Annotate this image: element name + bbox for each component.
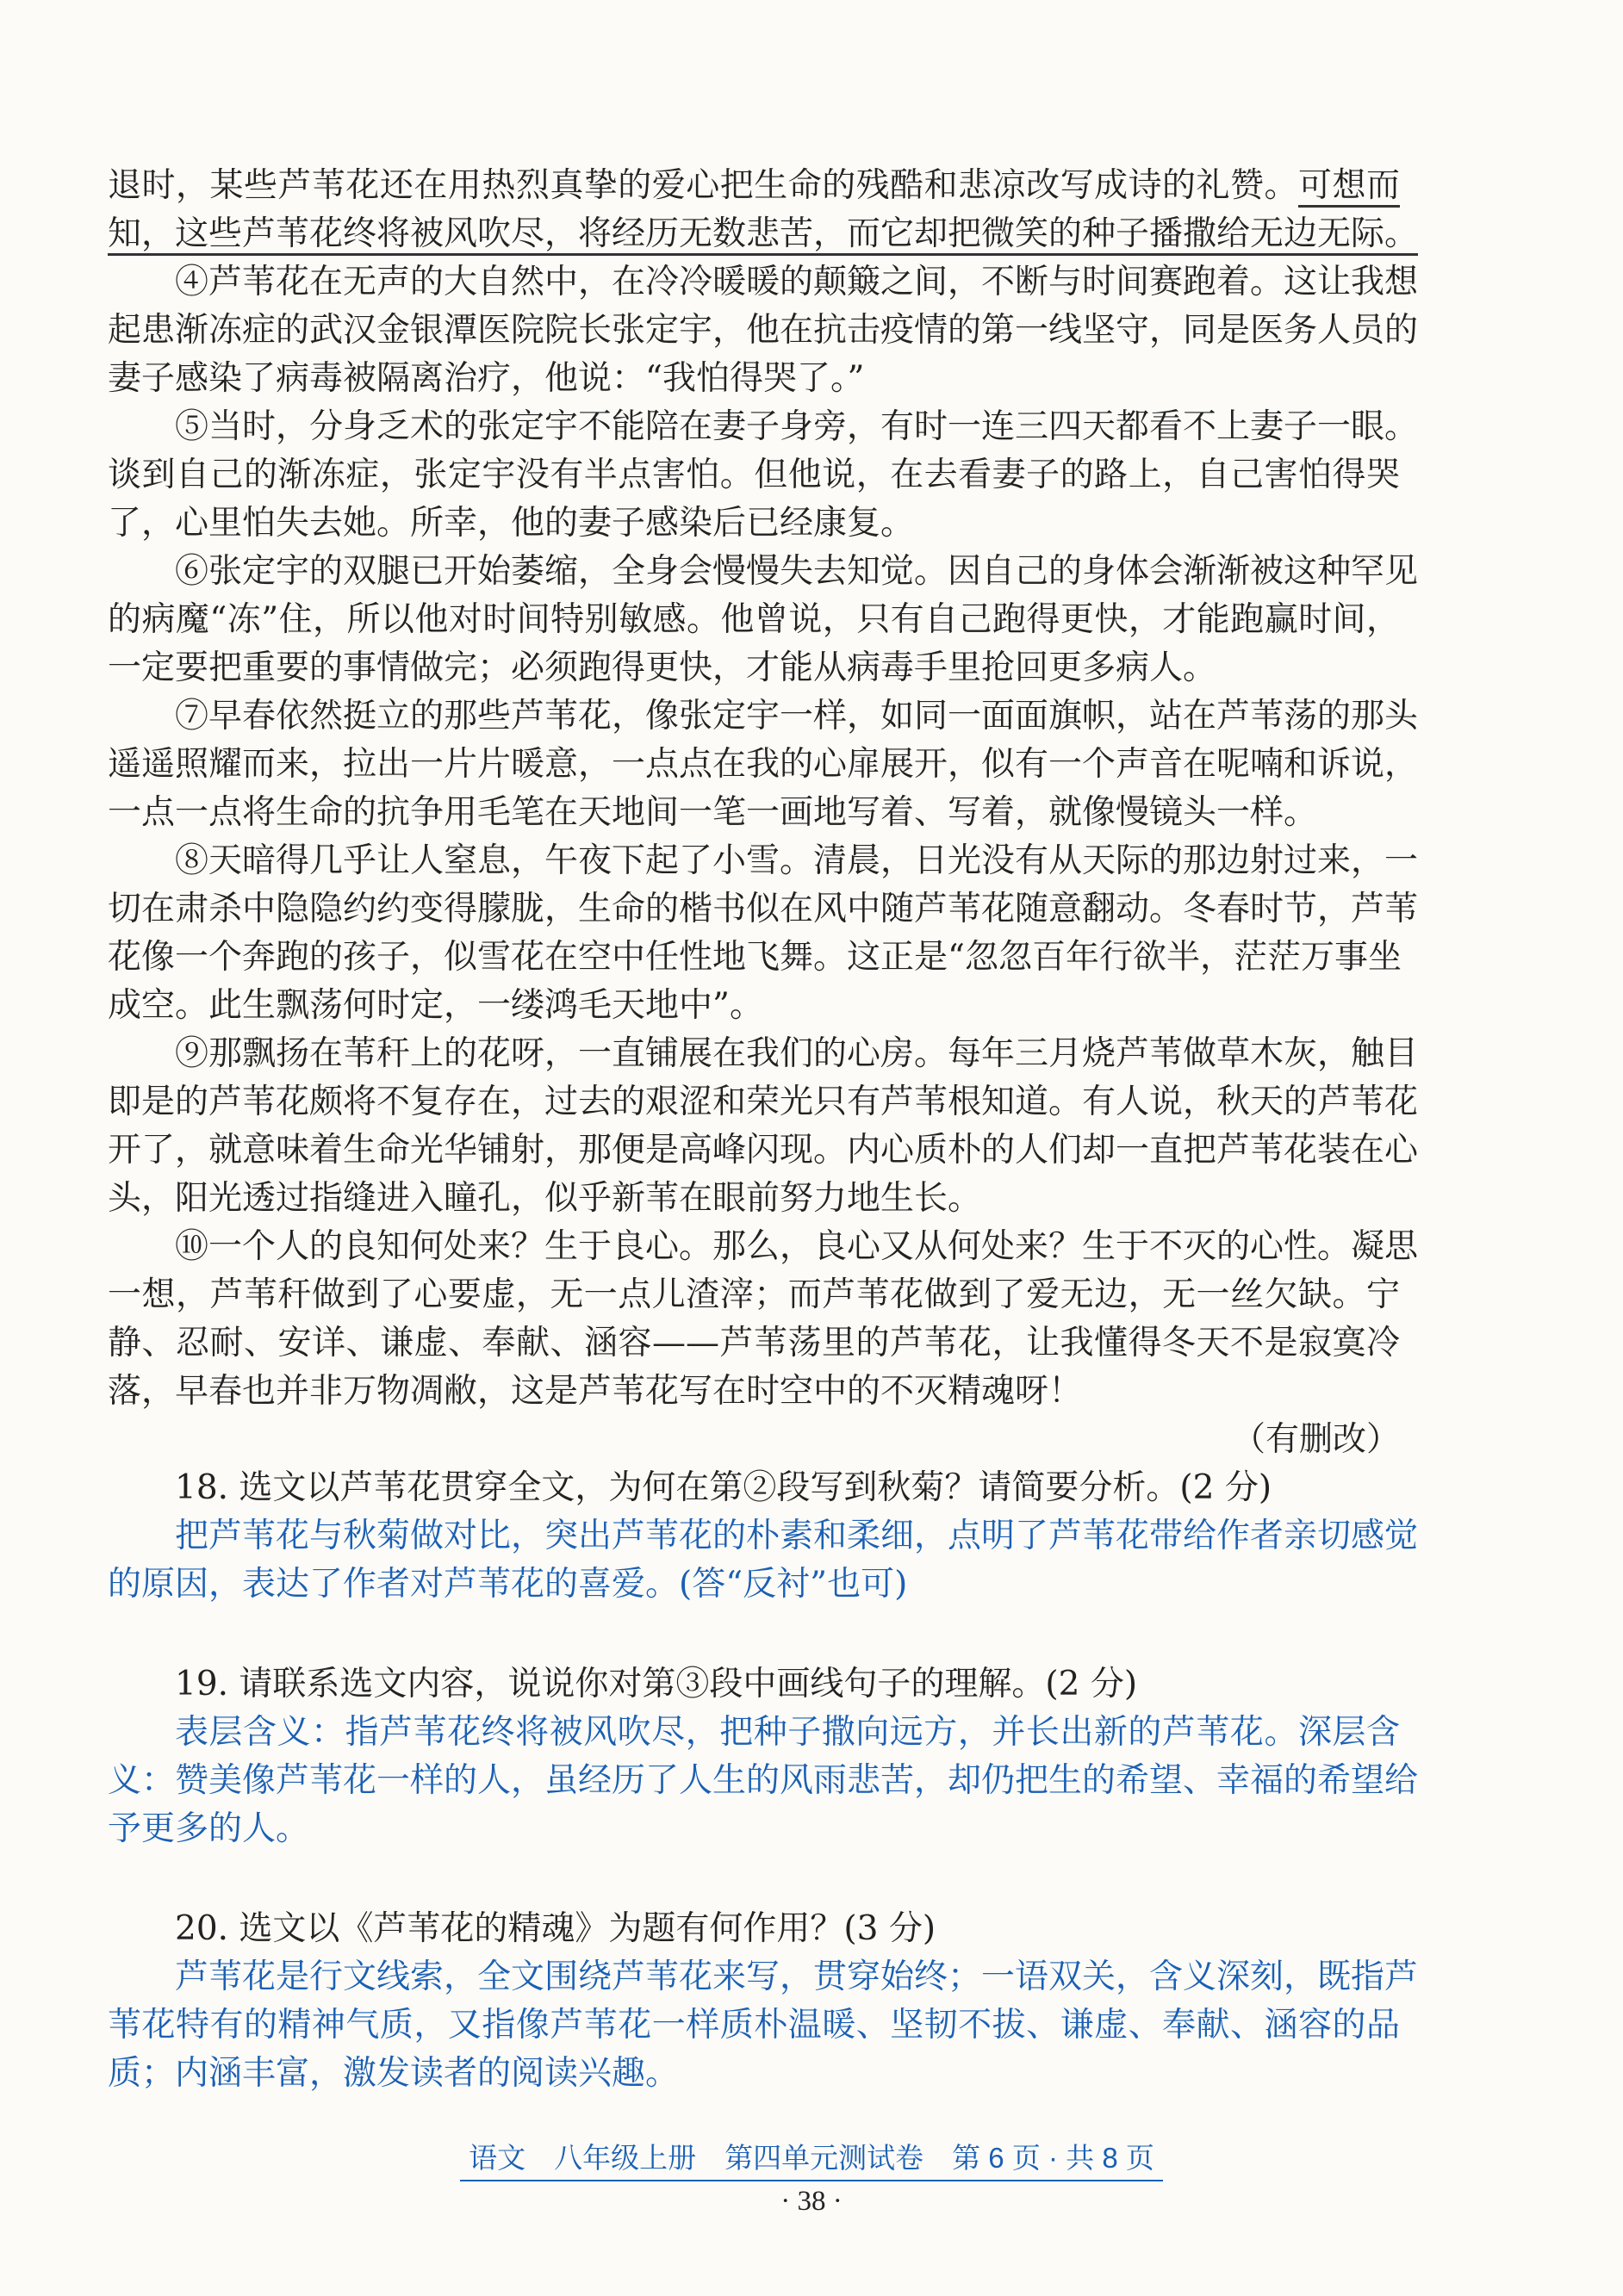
paragraph-9-line: ⑨那飘扬在苇秆上的花呀，一直铺展在我们的心房。每年三月烧芦苇做草木灰，触目 bbox=[175, 1034, 1419, 1073]
paragraph-4-line: ④芦苇花在无声的大自然中，在冷冷暖暖的颠簸之间，不断与时间赛跑着。这让我想 bbox=[175, 263, 1419, 301]
answer-19-line: 予更多的人。 bbox=[108, 1809, 310, 1848]
paragraph-9-line: 开了，就意味着生命光华铺射，那便是高峰闪现。内心质朴的人们却一直把芦苇花装在心 bbox=[108, 1131, 1419, 1170]
paragraph-4-line: 起患渐冻症的武汉金银潭医院院长张定宇，他在抗击疫情的第一线坚守，同是医务人员的 bbox=[108, 311, 1419, 350]
page-number: · 38 · bbox=[780, 2186, 843, 2217]
paragraph-3-line-1 bbox=[108, 162, 1400, 210]
source-note: （有删改） bbox=[1231, 1420, 1400, 1459]
paragraph-10-line: 落，早春也并非万物凋敝，这是芦苇花写在时空中的不灭精魂呀！ bbox=[108, 1372, 1083, 1411]
paragraph-8-line: ⑧天暗得几乎让人窒息，午夜下起了小雪。清晨，日光没有从天际的那边射过来，一 bbox=[175, 841, 1419, 880]
paragraph-10-line: ⑩一个人的良知何处来？生于良心。那么，良心又从何处来？生于不灭的心性。凝思 bbox=[175, 1227, 1419, 1266]
answer-20-line: 质；内涵丰富，激发读者的阅读兴趣。 bbox=[108, 2054, 680, 2093]
document-body bbox=[108, 162, 1419, 2098]
page-footer bbox=[0, 2136, 1623, 2181]
paragraph-8-line: 切在肃杀中隐隐约约变得朦胧，生命的楷书似在风中随芦苇花随意翻动。冬春时节，芦苇 bbox=[108, 890, 1419, 928]
spacer bbox=[108, 1609, 1400, 1660]
paragraph-6-line: 的病魔“冻”住，所以他对时间特别敏感。他曾说，只有自己跑得更快，才能跑赢时间， bbox=[108, 600, 1400, 639]
paragraph-3-line-2 bbox=[108, 210, 1419, 258]
footer-label: 语文 八年级上册 第四单元测试卷 第 6 页 · 共 8 页 bbox=[460, 2136, 1163, 2181]
paragraph-7-line: 一点一点将生命的抗争用毛笔在天地间一笔一画地写着、写着，就像慢镜头一样。 bbox=[108, 793, 1318, 832]
paragraph-7-line: 遥遥照耀而来，拉出一片片暖意，一点点在我的心扉展开，似有一个声音在呢喃和诉说， bbox=[108, 745, 1419, 784]
answer-20-line: 苇花特有的精神气质，又指像芦苇花一样质朴温暖、坚韧不拔、谦虚、奉献、涵容的品 bbox=[108, 2006, 1400, 2045]
question-20: 20. 选文以《芦苇花的精魂》为题有何作用？(3 分) bbox=[175, 1909, 936, 1948]
spacer bbox=[108, 1853, 1400, 1905]
paragraph-9-line: 即是的芦苇花颇将不复存在，过去的艰涩和荣光只有芦苇根知道。有人说，秋天的芦苇花 bbox=[108, 1083, 1419, 1121]
paragraph-9-line: 头，阳光透过指缝进入瞳孔，似乎新苇在眼前努力地生长。 bbox=[108, 1179, 982, 1218]
underlined-sentence: 可想而 bbox=[1298, 166, 1400, 208]
paragraph-5-line: 谈到自己的渐冻症，张定宇没有半点害怕。但他说，在去看妻子的路上，自己害怕得哭 bbox=[108, 456, 1400, 494]
answer-19-line: 义：赞美像芦苇花一样的人，虽经历了人生的风雨悲苦，却仍把生的希望、幸福的希望给 bbox=[108, 1761, 1419, 1800]
answer-18-line: 把芦苇花与秋菊做对比，突出芦苇花的朴素和柔细，点明了芦苇花带给作者亲切感觉 bbox=[175, 1517, 1419, 1555]
answer-20-line: 芦苇花是行文线索，全文围绕芦苇花来写，贯穿始终；一语双关，含义深刻，既指芦 bbox=[175, 1958, 1419, 1996]
paragraph-5-line: ⑤当时，分身乏术的张定宇不能陪在妻子身旁，有时一连三四天都看不上妻子一眼。 bbox=[175, 407, 1419, 446]
paragraph-6-line: ⑥张定宇的双腿已开始萎缩，全身会慢慢失去知觉。因自己的身体会渐渐被这种罕见 bbox=[175, 552, 1419, 591]
paragraph-6-line: 一定要把重要的事情做完；必须跑得更快，才能从病毒手里抢回更多病人。 bbox=[108, 648, 1217, 687]
paragraph-4-line: 妻子感染了病毒被隔离治疗，他说：“我怕得哭了。” bbox=[108, 359, 865, 398]
question-19: 19. 请联系选文内容，说说你对第③段中画线句子的理解。(2 分) bbox=[175, 1665, 1138, 1703]
text-span: 退时，某些芦苇花还在用热烈真挚的爱心把生命的残酷和悲凉改写成诗的礼赞。 bbox=[108, 166, 1298, 205]
paragraph-8-line: 花像一个奔跑的孩子，似雪花在空中任性地飞舞。这正是“忽忽百年行欲半，茫茫万事坐 bbox=[108, 938, 1402, 977]
answer-19-line: 表层含义：指芦苇花终将被风吹尽，把种子撒向远方，并长出新的芦苇花。深层含 bbox=[175, 1713, 1400, 1752]
paragraph-10-line: 静、忍耐、安详、谦虚、奉献、涵容——芦苇荡里的芦苇花，让我懂得冬天不是寂寞冷 bbox=[108, 1324, 1400, 1362]
answer-18-line: 的原因，表达了作者对芦苇花的喜爱。(答“反衬”也可) bbox=[108, 1565, 908, 1604]
paragraph-10-line: 一想，芦苇秆做到了心要虚，无一点儿渣滓；而芦苇花做到了爱无边，无一丝欠缺。宁 bbox=[108, 1275, 1400, 1314]
paragraph-7-line: ⑦早春依然挺立的那些芦苇花，像张定宇一样，如同一面面旗帜，站在芦苇荡的那头 bbox=[175, 697, 1419, 735]
paragraph-5-line: 了，心里怕失去她。所幸，他的妻子感染后已经康复。 bbox=[108, 504, 915, 543]
paragraph-8-line: 成空。此生飘荡何时定，一缕鸿毛天地中”。 bbox=[108, 986, 763, 1025]
underlined-sentence: 知，这些芦苇花终将被风吹尽，将经历无数悲苦，而它却把微笑的种子播撒给无边无际。 bbox=[108, 214, 1418, 256]
question-18: 18. 选文以芦苇花贯穿全文，为何在第②段写到秋菊？请简要分析。(2 分) bbox=[175, 1468, 1272, 1507]
